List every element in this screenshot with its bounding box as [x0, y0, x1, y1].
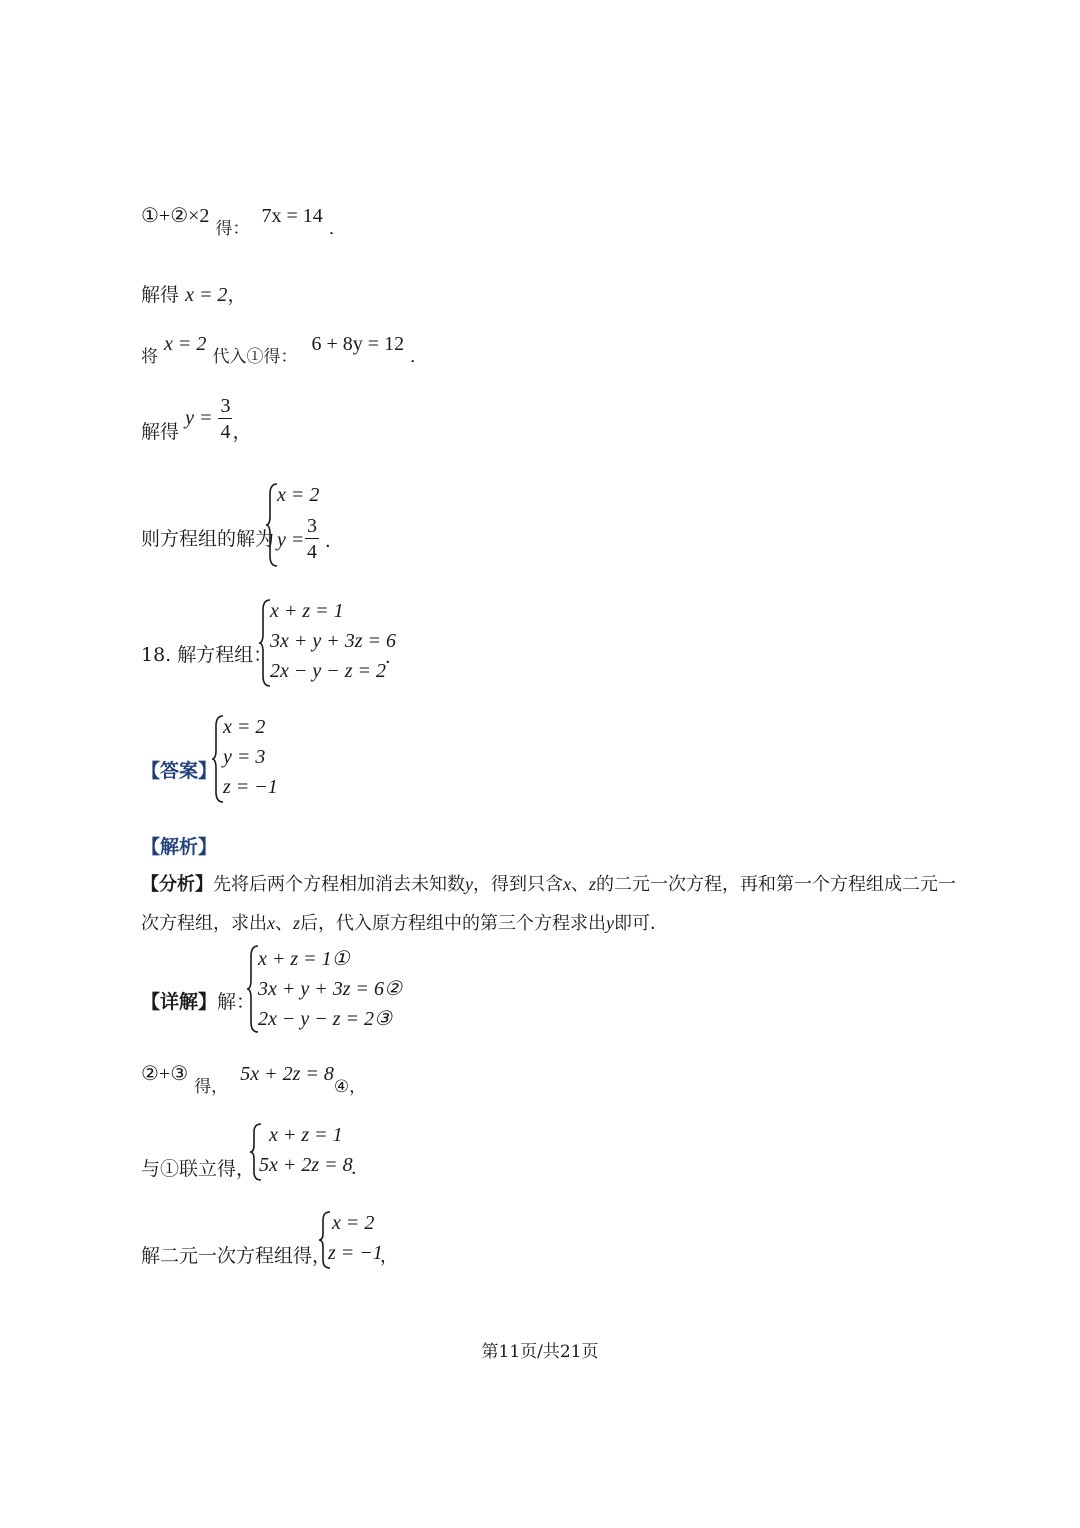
equation-2: 5x + 2z = 8 [259, 1154, 353, 1176]
step-line-3 [141, 330, 428, 367]
fenxi-label: 【分析】 [141, 874, 213, 895]
question-18 [141, 640, 272, 667]
numerator: 3 [220, 395, 231, 417]
text: 先将后两个方程相加消去未知数 [213, 874, 465, 895]
answer-y: y = 3 [223, 746, 266, 768]
equation: 5x + 2z = 8 [240, 1063, 334, 1085]
solution-system [265, 482, 345, 568]
text: 的二元一次方程，再和第一个方程组成二元一 [596, 874, 957, 895]
equation-2: 3x + y + 3z = 6 [270, 630, 397, 652]
combined-system [249, 1122, 369, 1182]
var-z: z [589, 874, 597, 894]
step-line-4 [141, 396, 252, 442]
period: ． [385, 647, 403, 667]
equation-x: x = 2 [332, 1212, 375, 1234]
equation-3: 2x − y − z = 2③ [258, 1008, 392, 1030]
fraction [218, 396, 232, 442]
denominator: 4 [220, 421, 231, 443]
step-line-1 [141, 202, 346, 239]
analysis-paragraph-line-2 [141, 909, 668, 935]
detail-system [246, 944, 406, 1034]
period: ． [351, 1158, 369, 1178]
step-line-2 [141, 280, 246, 307]
detail-row [141, 987, 255, 1014]
expression: ②+③ [141, 1063, 189, 1085]
equation-z: z = −1 [328, 1242, 383, 1264]
comma: ， [380, 1246, 398, 1266]
page-footer: 第11页/共21页 [481, 1342, 599, 1362]
period: ． [410, 347, 428, 367]
fraction [305, 516, 319, 562]
analysis-label: 【解析】 [141, 836, 218, 858]
label-substitute: 代入①得： [212, 347, 298, 367]
var-z: z [293, 913, 301, 933]
detail-label: 【详解】 [141, 991, 218, 1013]
equation: 7x = 14 [261, 205, 323, 227]
analysis-heading [141, 832, 217, 859]
lhs: y = [185, 407, 213, 429]
question-system [258, 598, 403, 688]
var-x: x [563, 874, 571, 894]
var-y: y [465, 874, 473, 894]
separator: 、 [275, 913, 293, 934]
answer-label: 【答案】 [141, 760, 218, 782]
period: ． [328, 219, 346, 239]
final-system [318, 1210, 408, 1270]
equation-x: x = 2 [164, 333, 207, 355]
answer-x: x = 2 [223, 716, 266, 738]
equation-1: x + z = 1① [258, 948, 350, 970]
label: 解二元一次方程组得， [141, 1245, 332, 1267]
answer-system [211, 714, 291, 804]
step-add [141, 1060, 367, 1097]
comma: ， [232, 421, 252, 443]
detail-text: 解： [217, 991, 256, 1013]
equation-3: 2x − y − z = 2 [270, 660, 387, 682]
equation-y-lhs: y = [277, 529, 305, 551]
period: ． [325, 531, 343, 551]
tag: ④， [333, 1077, 367, 1096]
answer-z: z = −1 [223, 776, 278, 798]
equation: 6 + 8y = 12 [311, 333, 405, 355]
equation-1: x + z = 1 [270, 600, 344, 622]
numerator: 3 [307, 515, 317, 537]
equation-x: x = 2 [277, 484, 320, 506]
equation: x = 2 [185, 284, 228, 306]
step-solve [141, 1241, 331, 1268]
answer-row [141, 756, 217, 783]
text: 后，代入原方程组中的第三个方程求出 [300, 913, 607, 934]
analysis-paragraph-line-1 [141, 870, 956, 896]
text: 次方程组，求出 [141, 913, 267, 934]
label-solution: 则方程组的解为 [141, 528, 275, 550]
label-solve: 解得 [141, 421, 180, 443]
step-line-5 [141, 524, 274, 551]
question-label: 18. 解方程组： [141, 644, 273, 666]
text: ，得到只含 [473, 874, 563, 895]
label-de: 得， [194, 1077, 229, 1097]
comma: ， [227, 284, 247, 306]
denominator: 4 [307, 541, 317, 563]
equation-2: 3x + y + 3z = 6② [258, 978, 402, 1000]
label-solve: 解得 [141, 284, 180, 306]
separator: 、 [571, 874, 589, 895]
label: 与①联立得， [141, 1158, 256, 1180]
var-y: y [606, 913, 615, 933]
equation-1: x + z = 1 [269, 1124, 343, 1146]
var-x: x [267, 913, 275, 933]
expression: ①+②×2 [141, 205, 210, 227]
step-combine [141, 1154, 255, 1181]
label-de: 得： [215, 219, 250, 239]
text: 即可． [614, 913, 669, 934]
label-jiang: 将 [141, 347, 158, 367]
